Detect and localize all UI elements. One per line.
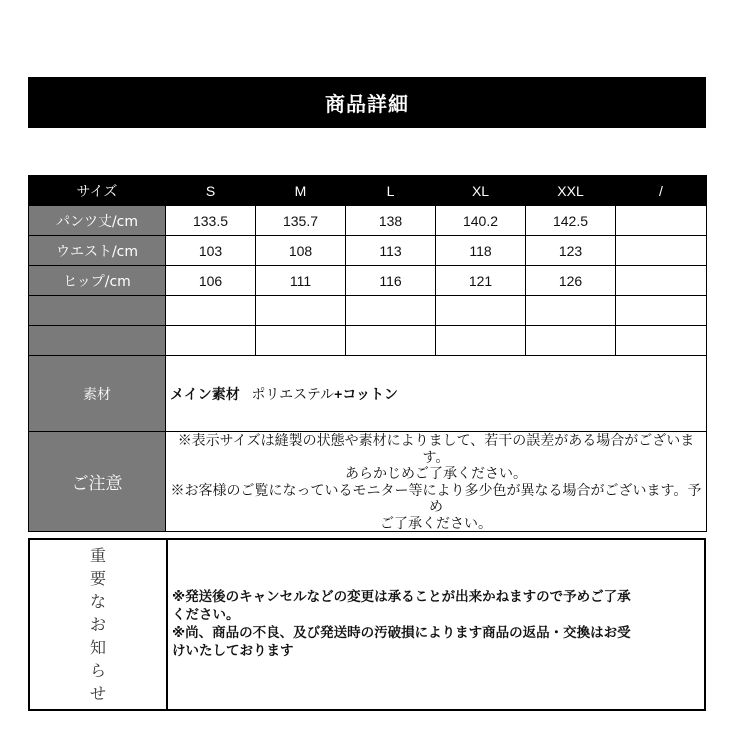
table-cell: 108 (256, 236, 346, 266)
page-title-text: 商品詳細 (325, 92, 409, 116)
header-l: L (346, 176, 436, 206)
table-cell (436, 296, 526, 326)
material-fiber-suffix: +コットン (334, 385, 399, 402)
table-cell: 135.7 (256, 206, 346, 236)
table-row (29, 206, 707, 236)
table-cell (256, 296, 346, 326)
table-cell: 116 (346, 266, 436, 296)
notice-line: ください。 (172, 607, 240, 623)
table-cell (436, 326, 526, 356)
table-cell (526, 296, 616, 326)
page-title (28, 77, 706, 128)
notice-label-char: お (89, 615, 106, 634)
caution-line: ※表示サイズは縫製の状態や素材によりまして、若干の誤差がある場合がございます。 (177, 432, 695, 465)
notice-line: ※尚、商品の不良、及び発送時の汚破損によります商品の返品・交換はお受 (172, 625, 631, 641)
table-cell (616, 326, 707, 356)
important-notice (28, 538, 706, 711)
header-size: サイズ (29, 176, 166, 206)
table-cell (256, 326, 346, 356)
header-xl: XL (436, 176, 526, 206)
table-cell: 126 (526, 266, 616, 296)
notice-label-char: ら (89, 661, 106, 680)
table-cell (616, 296, 707, 326)
notice-label-char: 知 (89, 638, 106, 657)
table-cell: 140.2 (436, 206, 526, 236)
caution-text (166, 432, 707, 532)
header-s: S (166, 176, 256, 206)
notice-line: ※発送後のキャンセルなどの変更は承ることが出来かねますので予めご了承 (172, 589, 631, 605)
notice-label (30, 540, 168, 709)
table-row-empty (29, 326, 707, 356)
notice-label-char: せ (89, 684, 106, 703)
table-cell: 133.5 (166, 206, 256, 236)
material-row (29, 356, 707, 432)
header-m: M (256, 176, 346, 206)
table-cell: 142.5 (526, 206, 616, 236)
table-row (29, 236, 707, 266)
notice-line: けいたしております (172, 643, 294, 659)
row-label: ヒップ/cm (29, 266, 166, 296)
table-cell (346, 296, 436, 326)
table-cell: 123 (526, 236, 616, 266)
table-cell (616, 236, 707, 266)
size-table (28, 175, 707, 532)
notice-label-char: な (89, 592, 106, 611)
notice-label-char: 要 (89, 569, 106, 588)
table-row (29, 266, 707, 296)
row-label: パンツ丈/cm (29, 206, 166, 236)
table-cell: 113 (346, 236, 436, 266)
table-cell (166, 296, 256, 326)
table-cell (166, 326, 256, 356)
caution-line: あらかじめご了承ください。 (345, 465, 527, 481)
table-cell (346, 326, 436, 356)
table-cell: 103 (166, 236, 256, 266)
table-cell: 121 (436, 266, 526, 296)
table-cell: 111 (256, 266, 346, 296)
table-cell (526, 326, 616, 356)
caution-line: ご了承ください。 (380, 514, 492, 531)
material-value (166, 356, 707, 432)
table-row-empty (29, 296, 707, 326)
table-cell (616, 206, 707, 236)
notice-label-char: 重 (89, 546, 106, 565)
caution-line: ※お客様のご覧になっているモニター等により多少色が異なる場合がございます。予め (170, 481, 702, 514)
caution-label: ご注意 (29, 432, 166, 532)
row-label (29, 296, 166, 326)
table-cell: 138 (346, 206, 436, 236)
caution-row (29, 432, 707, 532)
header-slash: / (616, 176, 707, 206)
size-table-header (29, 176, 707, 206)
material-fiber: ポリエステル (251, 385, 335, 402)
table-cell (616, 266, 707, 296)
notice-body (168, 540, 704, 709)
material-label: 素材 (29, 356, 166, 432)
material-main: メイン素材 (170, 385, 240, 402)
row-label: ウエスト/cm (29, 236, 166, 266)
header-xxl: XXL (526, 176, 616, 206)
table-cell: 118 (436, 236, 526, 266)
row-label (29, 326, 166, 356)
table-cell: 106 (166, 266, 256, 296)
